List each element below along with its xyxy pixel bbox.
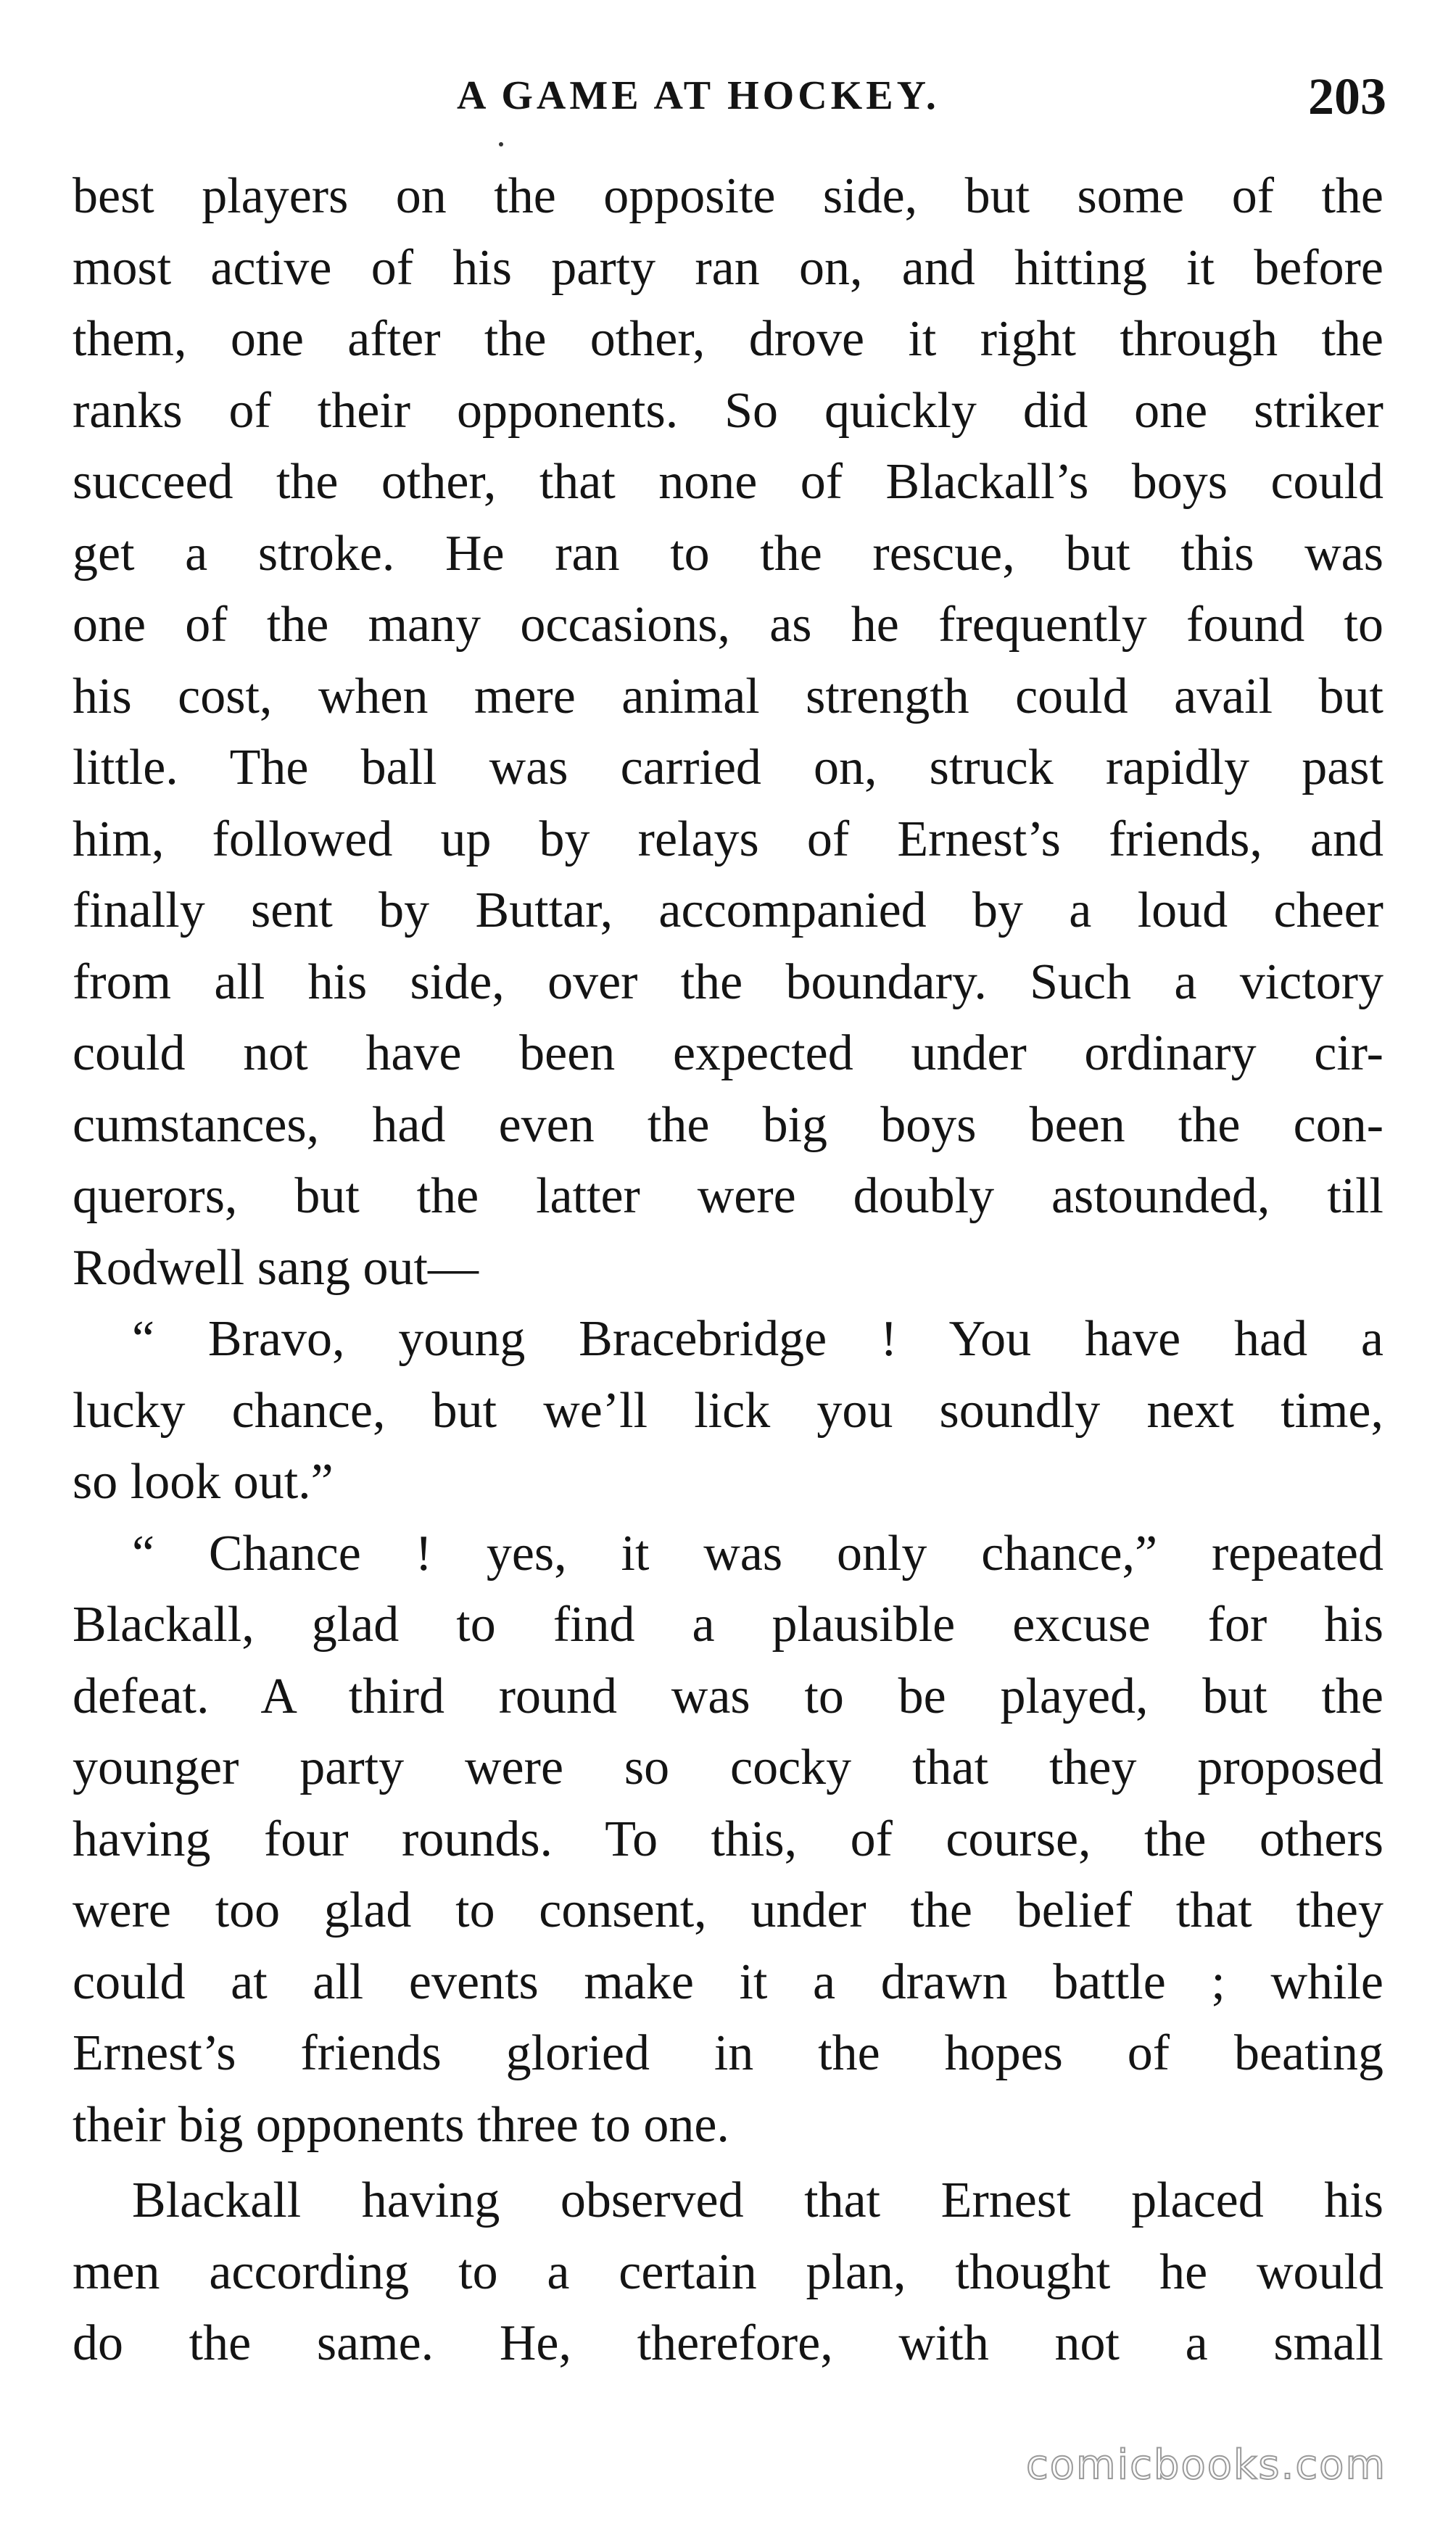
text-line: “ Chance ! yes, it was only chance,” repeated <box>132 1525 1383 1582</box>
body-text <box>73 161 1383 2380</box>
page-number: 203 <box>1308 67 1386 125</box>
text-line: do the same. He, therefore, with not a small <box>73 2315 1383 2371</box>
text-line: younger party were so cocky that they proposed <box>73 1740 1383 1795</box>
text-line: finally sent by Buttar, accompanied by a loud cheer <box>73 882 1383 938</box>
text-line: best players on the opposite side, but some of the <box>73 168 1383 224</box>
text-line: him, followed up by relays of Ernest’s friends, and <box>73 811 1383 867</box>
text-line: succeed the other, that none of Blackall’s boys could <box>73 454 1383 510</box>
running-title: A GAME AT HOCKEY. <box>457 73 940 118</box>
text-line: having four rounds. To this, of course, the others <box>73 1811 1383 1867</box>
print-speck <box>499 142 503 146</box>
text-line: defeat. A third round was to be played, but the <box>73 1668 1383 1724</box>
text-line: most active of his party ran on, and hitting it before <box>73 239 1383 296</box>
text-line: Ernest’s friends gloried in the hopes of beating <box>73 2025 1383 2081</box>
text-line: them, one after the other, drove it right through the <box>73 311 1383 367</box>
text-line: cumstances, had even the big boys been the con- <box>73 1096 1383 1153</box>
text-line: little. The ball was carried on, struck rapidly past <box>73 740 1383 795</box>
text-line: so look out.” <box>73 1454 334 1510</box>
text-line: men according to a certain plan, thought he would <box>73 2244 1383 2300</box>
running-head <box>0 67 1456 132</box>
text-line: ranks of their opponents. So quickly did one striker <box>73 382 1383 439</box>
text-line: “ Bravo, young Bracebridge ! You have had a <box>132 1311 1383 1367</box>
text-line: Blackall, glad to find a plausible excuse for his <box>73 1597 1383 1653</box>
text-line: their big opponents three to one. <box>73 2096 729 2153</box>
text-line: Blackall having observed that Ernest placed his <box>132 2172 1383 2228</box>
text-line: could not have been expected under ordinary cir- <box>73 1025 1383 1081</box>
text-line: lucky chance, but we’ll lick you soundly next time, <box>73 1382 1383 1439</box>
text-line: from all his side, over the boundary. Such a victory <box>73 954 1383 1010</box>
text-line: get a stroke. He ran to the rescue, but this was <box>73 525 1383 582</box>
text-line: one of the many occasions, as he frequently found to <box>73 597 1383 653</box>
text-line: his cost, when mere animal strength could avail but <box>73 668 1383 724</box>
text-line: were too glad to consent, under the belief that they <box>73 1882 1383 1938</box>
watermark: comicbooks.com <box>1025 2442 1386 2489</box>
text-line: querors, but the latter were doubly astounded, till <box>73 1168 1383 1224</box>
text-line: could at all events make it a drawn battle ; while <box>73 1953 1383 2010</box>
text-line: Rodwell sang out— <box>73 1239 479 1296</box>
